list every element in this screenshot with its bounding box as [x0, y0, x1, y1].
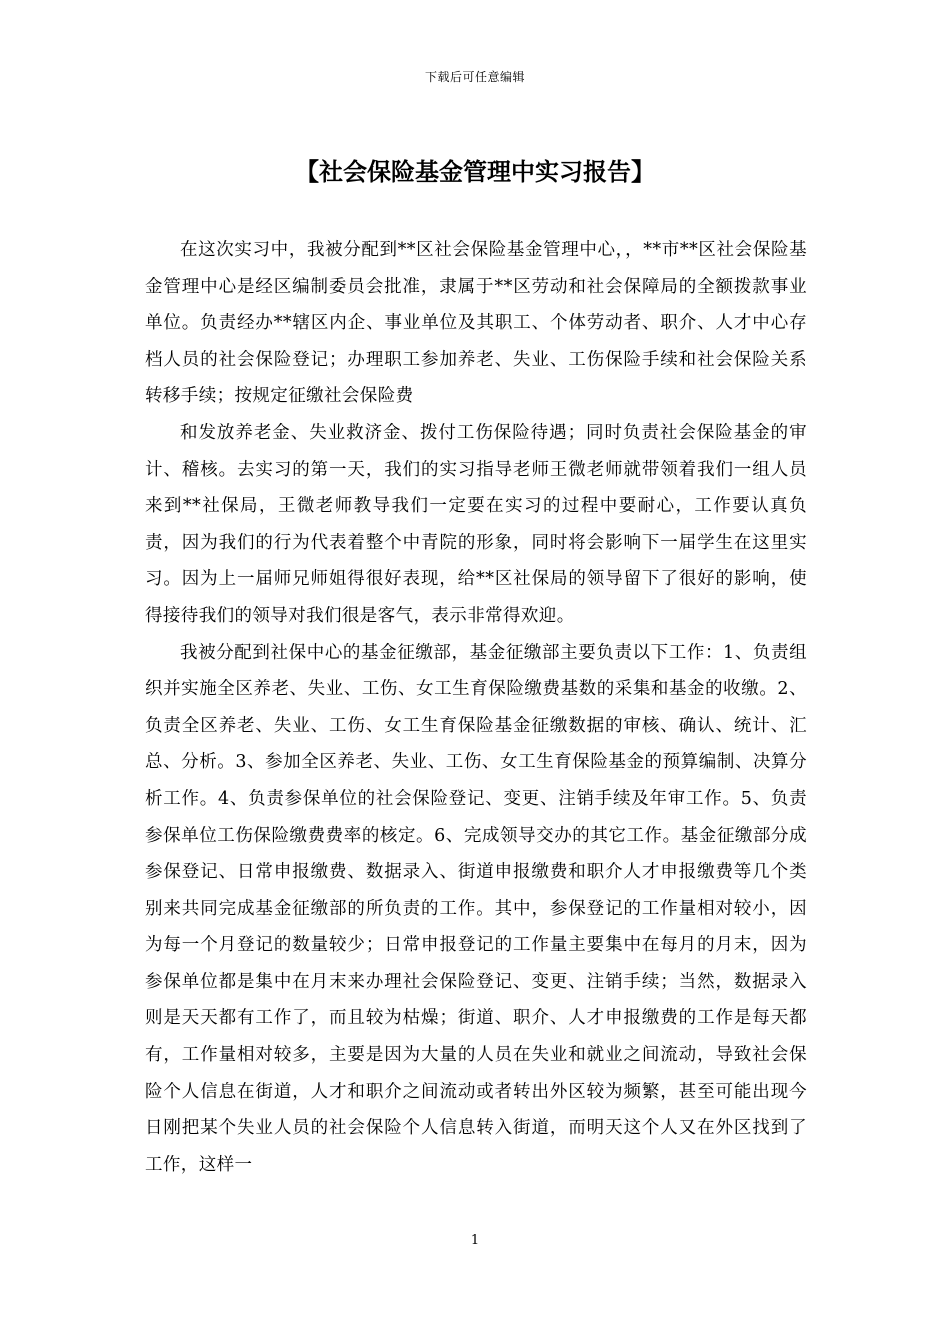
document-title: 【社会保险基金管理中实习报告】 — [295, 158, 655, 186]
document-body — [145, 232, 807, 1183]
paragraph: 在这次实习中，我被分配到**区社会保险基金管理中心，，**市**区社会保险基金管理中心是经区编制委员会批准，隶属于**区劳动和社会保障局的全额拨款事业单位。负责经办**辖区内企、事业单位及其职工、个体劳动者、职介、人才中心存档人员的社会保险登记；办理职工参加养老、失业、工伤保险手续和社会保险关系转移手续；按规定征缴社会保险费 — [145, 240, 807, 407]
paragraph: 我被分配到社保中心的基金征缴部，基金征缴部主要负责以下工作：1、负责组织并实施全区养老、失业、工伤、女工生育保险缴费基数的采集和基金的收缴。2、负责全区养老、失业、工伤、女工生育保险基金征缴数据的审核、确认、统计、汇总、分析。3、参加全区养老、失业、工伤、女工生育保险基金的预算编制、决算分析工作。4、负责参保单位的社会保险登记、变更、注销手续及年审工作。5、负责参保单位工伤保险缴费费率的核定。6、完成领导交办的其它工作。基金征缴部分成参保登记、日常申报缴费、数据录入、街道申报缴费和职介人才申报缴费等几个类别来共同完成基金征缴部的所负责的工作。其中，参保登记的工作量相对较小，因为每一个月登记的数量较少；日常申报登记的工作量主要集中在每月的月末，因为参保单位都是集中在月末来办理社会保险登记、变更、注销手续；当然，数据录入则是天天都有工作了，而且较为枯燥；街道、职介、人才申报缴费的工作是每天都有，工作量相对较多，主要是因为大量的人员在失业和就业之间流动，导致社会保险个人信息在街道，人才和职介之间流动或者转出外区较为频繁，甚至可能出现今日刚把某个失业人员的社会保险个人信息转入街道，而明天这个人又在外区找到了工作，这样一 — [145, 642, 807, 1175]
paragraph: 和发放养老金、失业救济金、拨付工伤保险待遇；同时负责社会保险基金的审计、稽核。去实习的第一天，我们的实习指导老师王微老师就带领着我们一组人员来到**社保局，王微老师教导我们一定要在实习的过程中要耐心，工作要认真负责，因为我们的行为代表着整个中青院的形象，同时将会影响下一届学生在这里实习。因为上一届师兄师姐得很好表现，给**区社保局的领导留下了很好的影响，使得接待我们的领导对我们很是客气，表示非常得欢迎。 — [145, 422, 807, 626]
page-number: 1 — [470, 1233, 480, 1248]
header-note: 下载后可任意编辑 — [424, 70, 525, 84]
